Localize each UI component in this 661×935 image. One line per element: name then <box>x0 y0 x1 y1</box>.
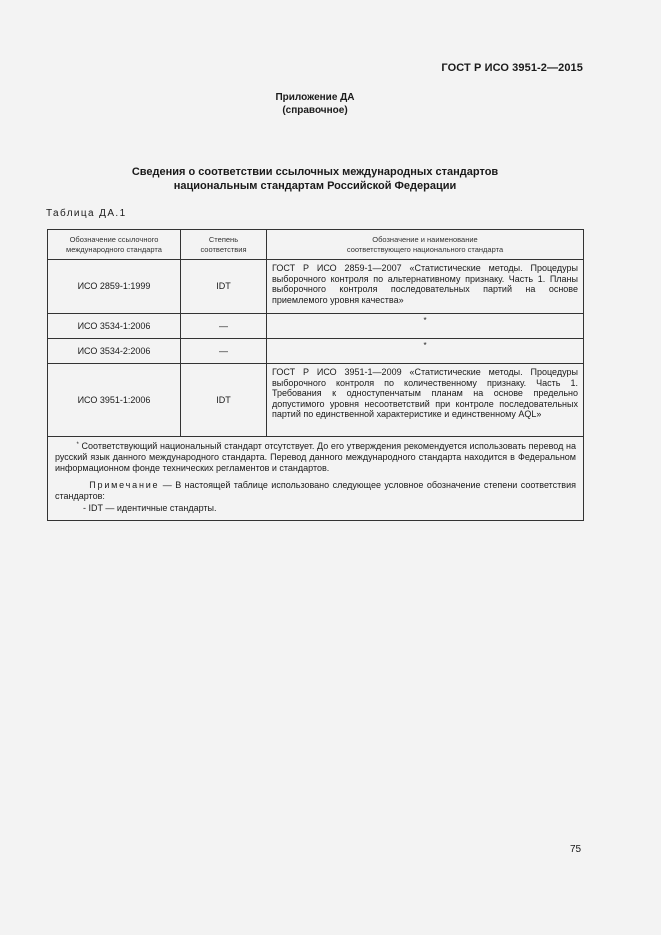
reference-standard-cell: ИСО 2859-1:1999 <box>48 260 181 314</box>
header-col1-line1: Обозначение ссылочного <box>69 234 159 244</box>
table-row <box>48 314 584 339</box>
reference-standard-cell: ИСО 3534-1:2006 <box>48 314 181 339</box>
header-reference-standard <box>48 230 181 260</box>
section-title <box>0 165 630 193</box>
table-row <box>48 364 584 437</box>
footnote-text: Соответствующий национальный стандарт отсутствует. До его утверждения рекомендуется использовать перевод на русский язык данного международного стандарта. Перевод данного международного стандарта находится в Федеральном информационном фонде технических регламентов и стандартов. <box>55 441 576 473</box>
national-standard-cell: * <box>267 339 584 364</box>
annex-heading <box>0 91 630 117</box>
note-label: Примечание <box>89 480 160 490</box>
table-row <box>48 260 584 314</box>
header-national-standard <box>267 230 584 260</box>
header-col2-line1: Степень <box>208 234 239 244</box>
table-header-row <box>48 230 584 260</box>
note-item: - IDT — идентичные стандарты. <box>83 503 217 513</box>
annex-subtitle: (справочное) <box>282 105 348 116</box>
header-col3-line1: Обозначение и наименование <box>372 234 478 244</box>
annex-title: Приложение ДА <box>275 92 355 103</box>
table-note <box>55 480 576 502</box>
table-footnote-cell <box>48 437 584 521</box>
header-col2-line2: соответствия <box>200 244 247 254</box>
correspondence-table <box>47 229 584 521</box>
reference-standard-cell: ИСО 3534-2:2006 <box>48 339 181 364</box>
national-standard-cell: ГОСТ Р ИСО 2859-1—2007 «Статистические методы. Процедуры выборочного контроля по альтернативному признаку. Часть 1. Планы выборочного контроля последовательных партий на основе приемлемого уровня качества» <box>267 260 584 314</box>
degree-cell: IDT <box>181 364 267 437</box>
section-title-line-1: Сведения о соответствии ссылочных международных стандартов <box>131 166 499 178</box>
table-caption: Таблица ДА.1 <box>46 208 127 219</box>
national-standard-cell: ГОСТ Р ИСО 3951-1—2009 «Статистические методы. Процедуры выборочного контроля по количественному признаку. Часть 1. Требования к одноступенчатым планам на основе предельно допустимого уровня несоответствий при контроле последовательных партий по единственной характеристике и единственному AQL» <box>267 364 584 437</box>
page-number: 75 <box>570 844 582 855</box>
header-col1-line2: международного стандарта <box>66 244 162 254</box>
national-standard-cell: * <box>267 314 584 339</box>
degree-cell: — <box>181 339 267 364</box>
table-row <box>48 339 584 364</box>
document-code: ГОСТ Р ИСО 3951-2—2015 <box>441 62 583 74</box>
header-col3-line2: соответствующего национального стандарта <box>346 244 504 254</box>
header-degree <box>181 230 267 260</box>
table-footer-row <box>48 437 584 521</box>
footnote-mark: * <box>76 442 79 448</box>
reference-standard-cell: ИСО 3951-1:2006 <box>48 364 181 437</box>
degree-cell: — <box>181 314 267 339</box>
section-title-line-2: национальным стандартам Российской Федерации <box>173 180 457 192</box>
footnote <box>55 441 576 474</box>
note-text: — В настоящей таблице использовано следующее условное обозначение степени соответствия стандартов: <box>55 480 576 501</box>
degree-cell: IDT <box>181 260 267 314</box>
